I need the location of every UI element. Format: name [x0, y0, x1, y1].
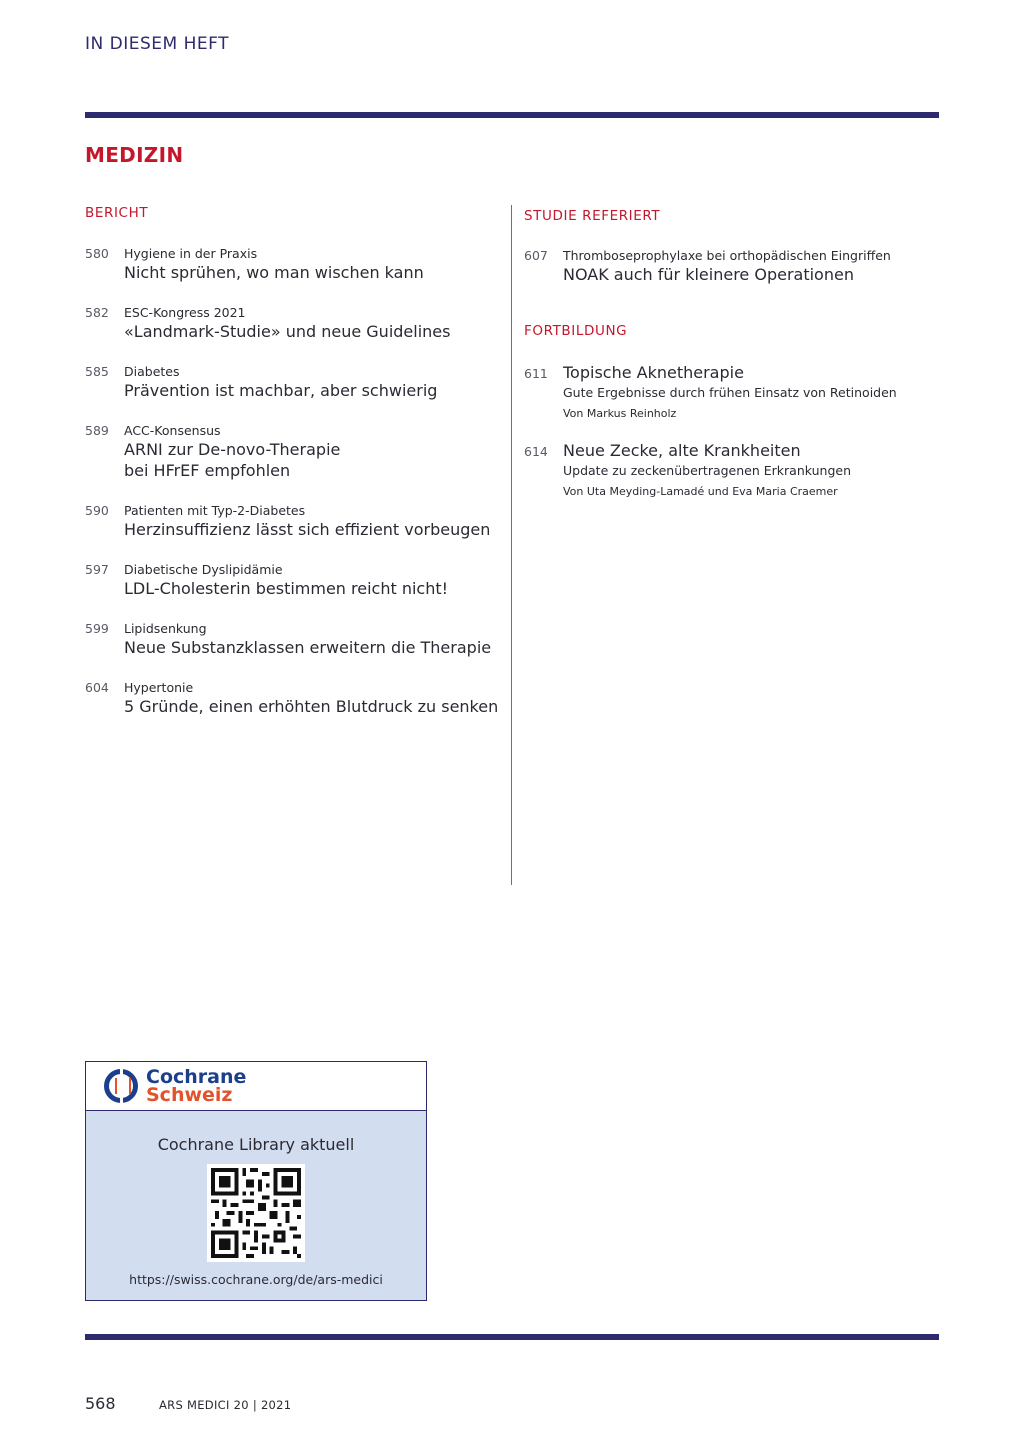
toc-entry[interactable]	[85, 562, 500, 599]
cochrane-logo	[86, 1062, 426, 1111]
toc-entry[interactable]	[85, 423, 500, 481]
entry-headline: «Landmark-Studie» und neue Guidelines	[124, 322, 451, 341]
page-header: IN DIESEM HEFT	[85, 34, 229, 54]
entry-headline: ARNI zur De-novo-Therapie	[124, 440, 341, 459]
page-number: 614	[524, 444, 548, 459]
column-heading-bericht: BERICHT	[85, 205, 149, 221]
entry-headline: Neue Zecke, alte Krankheiten	[563, 441, 801, 460]
page-number: 580	[85, 246, 109, 261]
entry-kicker: Lipidsenkung	[124, 621, 207, 636]
entry-author: Von Markus Reinholz	[563, 407, 677, 420]
page-number: 599	[85, 621, 109, 636]
entry-headline-line2: bei HFrEF empfohlen	[124, 461, 291, 480]
entry-kicker: Hygiene in der Praxis	[124, 246, 258, 261]
entry-subline: Update zu zeckenübertragenen Erkrankungen	[563, 463, 851, 478]
column-heading-studie-referiert: STUDIE REFERIERT	[524, 208, 661, 224]
page-number: 582	[85, 305, 109, 320]
entry-kicker: Diabetische Dyslipidämie	[124, 562, 283, 577]
toc-entry[interactable]	[85, 680, 500, 717]
entry-headline: NOAK auch für kleinere Operationen	[563, 265, 854, 284]
entry-kicker: ACC-Konsensus	[124, 423, 221, 438]
toc-entry[interactable]	[85, 503, 500, 540]
entry-kicker: Patienten mit Typ-2-Diabetes	[124, 503, 306, 518]
toc-entry[interactable]	[524, 248, 944, 285]
entry-headline: LDL-Cholesterin bestimmen reicht nicht!	[124, 579, 449, 598]
left-column	[85, 205, 500, 739]
cochrane-box	[85, 1061, 427, 1301]
entry-headline: Prävention ist machbar, aber schwierig	[124, 381, 438, 400]
page-number: 590	[85, 503, 109, 518]
entry-headline: Neue Substanzklassen erweitern die Therapie	[124, 638, 492, 657]
page-number: 611	[524, 366, 548, 381]
entry-kicker: ESC-Kongress 2021	[124, 305, 246, 320]
cochrane-caption: Cochrane Library aktuell	[157, 1135, 355, 1154]
toc-entry[interactable]	[524, 362, 944, 422]
logo-line-1: Cochrane	[146, 1066, 247, 1088]
top-rule	[85, 112, 939, 118]
journal-issue: ARS MEDICI 20 | 2021	[159, 1398, 292, 1412]
toc-entry[interactable]	[85, 364, 500, 401]
cochrane-logo-icon	[104, 1069, 138, 1103]
entry-kicker: Diabetes	[124, 364, 180, 379]
entry-headline: Topische Aknetherapie	[563, 363, 744, 382]
entry-headline: Herzinsuffizienz lässt sich effizient vorbeugen	[124, 520, 491, 539]
page-number: 589	[85, 423, 109, 438]
right-column	[524, 208, 944, 518]
column-heading-fortbildung: FORTBILDUNG	[524, 323, 628, 339]
entry-kicker: Thromboseprophylaxe bei orthopädischen Eingriffen	[563, 248, 891, 263]
entry-author: Von Uta Meyding-Lamadé und Eva Maria Craemer	[563, 485, 838, 498]
page-number: 607	[524, 248, 548, 263]
toc-entry[interactable]	[85, 621, 500, 658]
entry-subline: Gute Ergebnisse durch frühen Einsatz von Retinoiden	[563, 385, 897, 400]
page-number: 604	[85, 680, 109, 695]
bottom-rule	[85, 1334, 939, 1340]
toc-entry[interactable]	[85, 246, 500, 283]
page-number-footer: 568	[85, 1394, 116, 1413]
toc-entry[interactable]	[524, 440, 944, 500]
entry-kicker: Hypertonie	[124, 680, 194, 695]
section-title: MEDIZIN	[85, 143, 184, 167]
toc-entry[interactable]	[85, 305, 500, 342]
column-divider	[511, 205, 512, 885]
entry-headline: 5 Gründe, einen erhöhten Blutdruck zu senken	[124, 697, 499, 716]
page-number: 585	[85, 364, 109, 379]
cochrane-url-link[interactable]: https://swiss.cochrane.org/de/ars-medici	[129, 1272, 383, 1287]
page-number: 597	[85, 562, 109, 577]
qr-code-icon[interactable]	[207, 1164, 305, 1262]
logo-line-2: Schweiz	[146, 1084, 233, 1106]
entry-headline: Nicht sprühen, wo man wischen kann	[124, 263, 424, 282]
